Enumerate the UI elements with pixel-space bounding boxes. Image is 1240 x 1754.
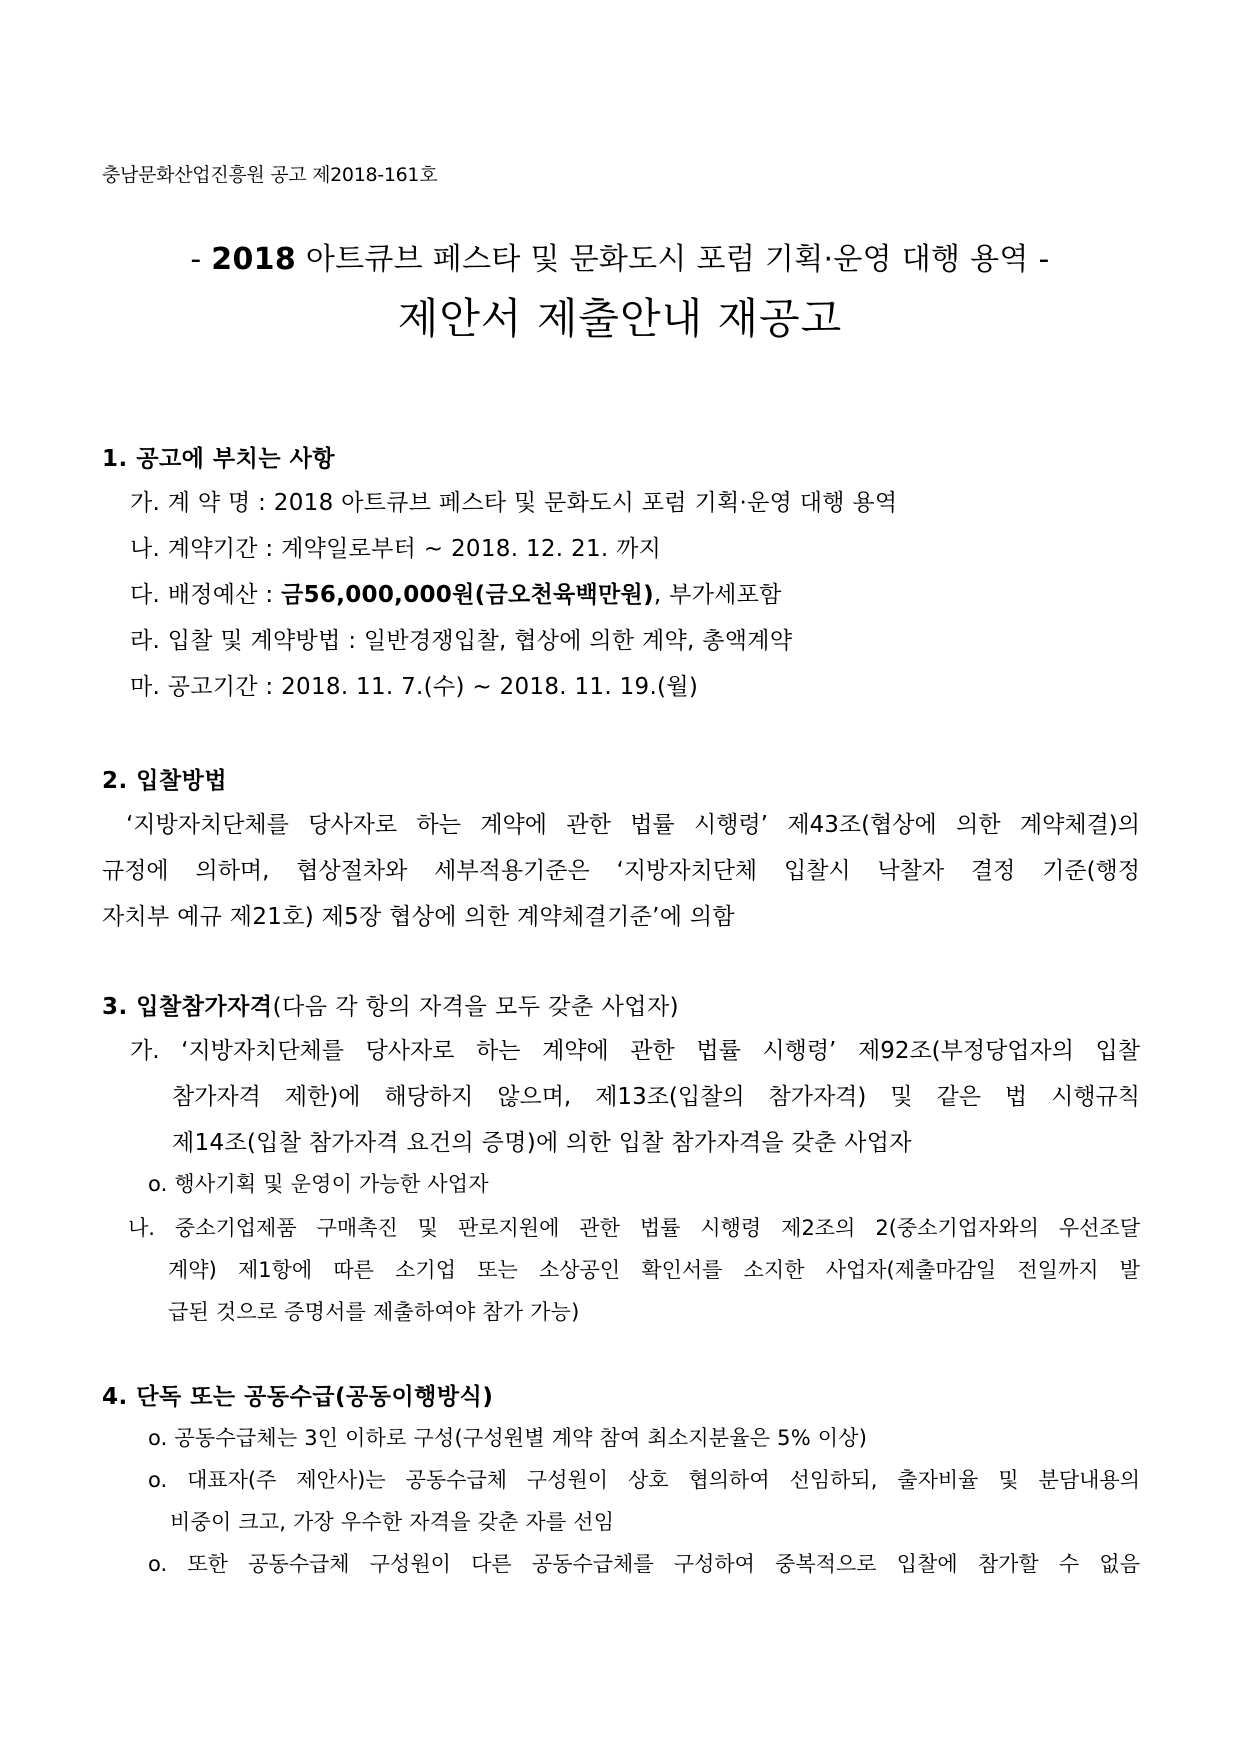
section-2-text-line: ‘지방자치단체를 당사자로 하는 계약에 관한 법률 시행령’ 제43조(협상에 의한 계약체결)의: [126, 812, 1140, 838]
budget-amount: 금56,000,000원(금오천육백만원): [281, 582, 654, 608]
notice-period-line: 마. 공고기간 : 2018. 11. 7.(수) ~ 2018. 11. 19.(월): [130, 674, 699, 700]
subtitle-prefix: -: [190, 242, 212, 277]
section-4-heading: 4. 단독 또는 공동수급(공동이행방식): [102, 1384, 494, 1410]
contract-period-line: 나. 계약기간 : 계약일로부터 ~ 2018. 12. 21. 까지: [130, 536, 662, 562]
section-2-text-line: 규정에 의하며, 협상절차와 세부적용기준은 ‘지방자치단체 입찰시 낙찰자 결정 기준(행정: [102, 858, 1140, 884]
qualification-b-line: 나. 중소기업제품 구매촉진 및 판로지원에 관한 법률 시행령 제2조의 2(중소기업자와의 우선조달: [128, 1216, 1140, 1240]
qualification-a-bullet: o. 행사기획 및 운영이 가능한 사업자: [148, 1172, 489, 1196]
budget-prefix: 다. 배정예산 :: [130, 582, 282, 608]
contract-name-line: 가. 계 약 명 : 2018 아트큐브 페스타 및 문화도시 포럼 기획·운영 대행 용역: [130, 490, 898, 516]
document-subtitle: [0, 234, 1240, 278]
section-2-text-line: 자치부 예규 제21호) 제5장 협상에 의한 계약체결기준’에 의함: [102, 904, 735, 930]
qualification-b-line: 계약) 제1항에 따른 소기업 또는 소상공인 확인서를 소지한 사업자(제출마감일 전일까지 발: [168, 1258, 1140, 1282]
joint-supply-bullet: o. 또한 공동수급체 구성원이 다른 공동수급체를 구성하여 중복적으로 입찰에 참가할 수 없음: [148, 1552, 1140, 1576]
joint-supply-bullet-continued: 비중이 크고, 가장 우수한 자격을 갖춘 자를 선임: [170, 1510, 615, 1534]
qualification-a-line: 제14조(입찰 참가자격 요건의 증명)에 의한 입찰 참가자격을 갖춘 사업자: [172, 1130, 912, 1156]
subtitle-year: 2018: [211, 242, 296, 277]
notice-number: 충남문화산업진흥원 공고 제2018-161호: [102, 164, 438, 186]
joint-supply-bullet: o. 대표자(주 제안사)는 공동수급체 구성원이 상호 협의하여 선임하되, 출자비율 및 분담내용의: [148, 1468, 1140, 1492]
joint-supply-bullet: o. 공동수급체는 3인 이하로 구성(구성원별 계약 참여 최소지분율은 5% 이상): [148, 1426, 868, 1450]
qualification-a-line: 참가자격 제한)에 해당하지 않으며, 제13조(입찰의 참가자격) 및 같은 법 시행규칙: [172, 1084, 1140, 1110]
document-title: 제안서 제출안내 재공고: [397, 294, 843, 343]
qualification-a-line: 가. ‘지방자치단체를 당사자로 하는 계약에 관한 법률 시행령’ 제92조(부정당업자의 입찰: [130, 1038, 1140, 1064]
budget-line: [130, 576, 782, 609]
qualification-b-line: 급된 것으로 증명서를 제출하여야 참가 가능): [168, 1300, 580, 1324]
section-2-heading: 2. 입찰방법: [102, 768, 228, 794]
subtitle-rest: 아트큐브 페스타 및 문화도시 포럼 기획·운영 대행 용역 -: [296, 242, 1050, 277]
section-1-heading: 1. 공고에 부치는 사항: [102, 446, 336, 472]
bid-method-line: 라. 입찰 및 계약방법 : 일반경쟁입찰, 협상에 의한 계약, 총액계약: [130, 628, 793, 654]
section-3-title: 3. 입찰참가자격: [102, 994, 273, 1020]
section-3-heading: [102, 988, 679, 1021]
section-3-note: (다음 각 항의 자격을 모두 갖춘 사업자): [272, 994, 680, 1020]
budget-suffix: , 부가세포함: [653, 582, 782, 608]
